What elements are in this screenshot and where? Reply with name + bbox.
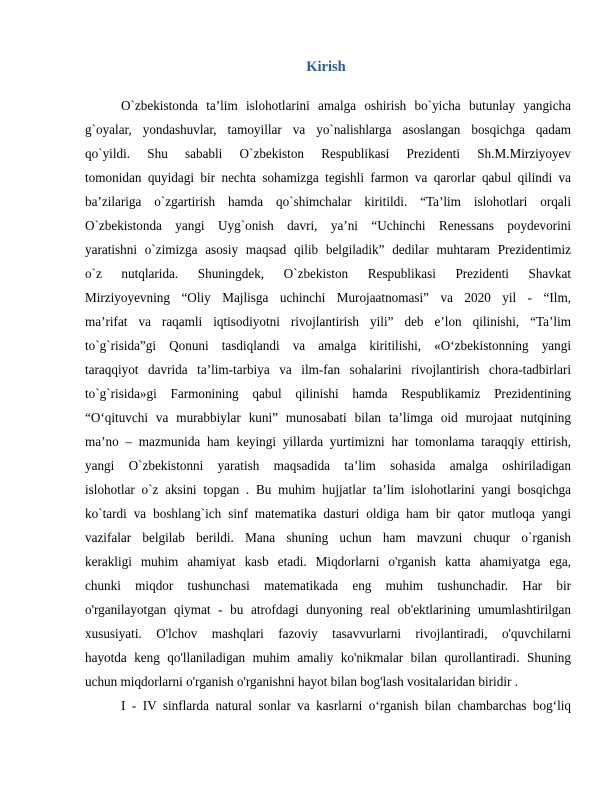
text-line: g`oyalar, yondashuvlar, tamoyillar va yo`nalishlarga asoslangan bosqichga qadam: [85, 122, 571, 137]
text-line: ma’rifat va raqamli iqtisodiyotni rivojlantirish yili” deb e’lon qilinishi, “Ta’lim: [85, 314, 571, 329]
text-line: islohotlar o`z aksini topgan . Bu muhim hujjatlar ta’lim islohotlarini yangi bosqichga: [85, 482, 571, 497]
text-line: xususiyati. O'lchov mashqlari fazoviy tasavvurlarni rivojlantiradi, o'quvchilarni: [85, 626, 571, 641]
text-line: hayotda keng qo'llaniladigan muhim amaliy ko'nikmalar bilan qurollantiradi. Shuning: [85, 650, 571, 665]
text-line: yaratishni o`zimizga asosiy maqsad qilib belgiladik” dedilar muhtaram Prezidentimiz: [85, 242, 571, 257]
text-line: ma’no – mazmunida ham keyingi yillarda yurtimizni har tomonlama taraqqiy ettirish,: [85, 434, 571, 449]
text-line: to`g`risida»gi Farmonining qabul qilinishi hamda Respublikamiz Prezidentining: [85, 386, 571, 401]
text-line: chunki miqdor tushunchasi matematikada eng muhim tushunchadir. Har bir: [85, 578, 571, 593]
text-line: qo`yildi. Shu sababli O`zbekiston Respublikasi Prezidenti Sh.M.Mirziyoyev: [85, 146, 571, 161]
text-line: ko`tardi va boshlang`ich sinf matematika dasturi oldiga ham bir qator mutloqa yangi: [85, 506, 571, 521]
text-line: “O‘qituvchi va murabbiylar kuni” munosabati bilan ta’limga oid murojaat nutqining: [85, 410, 571, 425]
text-line: ba’zilariga o`zgartirish hamda qo`shimchalar kiritildi. “Ta’lim islohotlari orqali: [85, 194, 571, 209]
text-line: taraqqiyot davrida ta’lim-tarbiya va ilm-fan sohalarini rivojlantirish chora-tadbirlari: [85, 362, 571, 377]
text-line: to`g`risida”gi Qonuni tasdiqlandi va amalga kiritilishi, «O‘zbekistonning yangi: [85, 338, 571, 353]
text-line: o'rganilayotgan qiymat - bu atrofdagi dunyoning real ob'ektlarining umumlashtirilgan: [85, 602, 571, 617]
text-line: I - IV sinflarda natural sonlar va kasrlarni o‘rganish bilan chambarchas bog‘liq: [121, 698, 571, 713]
text-line: tomonidan quyidagi bir nechta sohamizga tegishli farmon va qarorlar qabul qilindi va: [85, 170, 571, 185]
paragraph-2: [85, 694, 571, 718]
text-line: O`zbekistonda ta’lim islohotlarini amalga oshirish bo`yicha butunlay yangicha: [121, 98, 571, 113]
text-line: kerakligi muhim ahamiyat kasb etadi. Miqdorlarni o'rganish katta ahamiyatga ega,: [85, 554, 571, 569]
text-line: o`z nutqlarida. Shuningdek, O`zbekiston Respublikasi Prezidenti Shavkat: [85, 266, 571, 281]
document-body: [85, 94, 571, 718]
page-title: Kirish: [306, 59, 346, 75]
text-line: yangi O`zbekistonni yaratish maqsadida ta’lim sohasida amalga oshiriladigan: [85, 458, 571, 473]
paragraph-1: [85, 94, 571, 694]
text-line: uchun miqdorlarni o'rganish o'rganishni hayot bilan bog'lash vositalaridan biridir .: [85, 674, 518, 689]
text-line: O`zbekistonda yangi Uyg`onish davri, ya’ni “Uchinchi Renessans poydevorini: [85, 218, 571, 233]
text-line: vazifalar belgilab berildi. Mana shuning uchun ham mavzuni chuqur o`rganish: [85, 530, 571, 545]
text-line: Mirziyoyevning “Oliy Majlisga uchinchi Murojaatnomasi” va 2020 yil - “Ilm,: [85, 290, 571, 305]
